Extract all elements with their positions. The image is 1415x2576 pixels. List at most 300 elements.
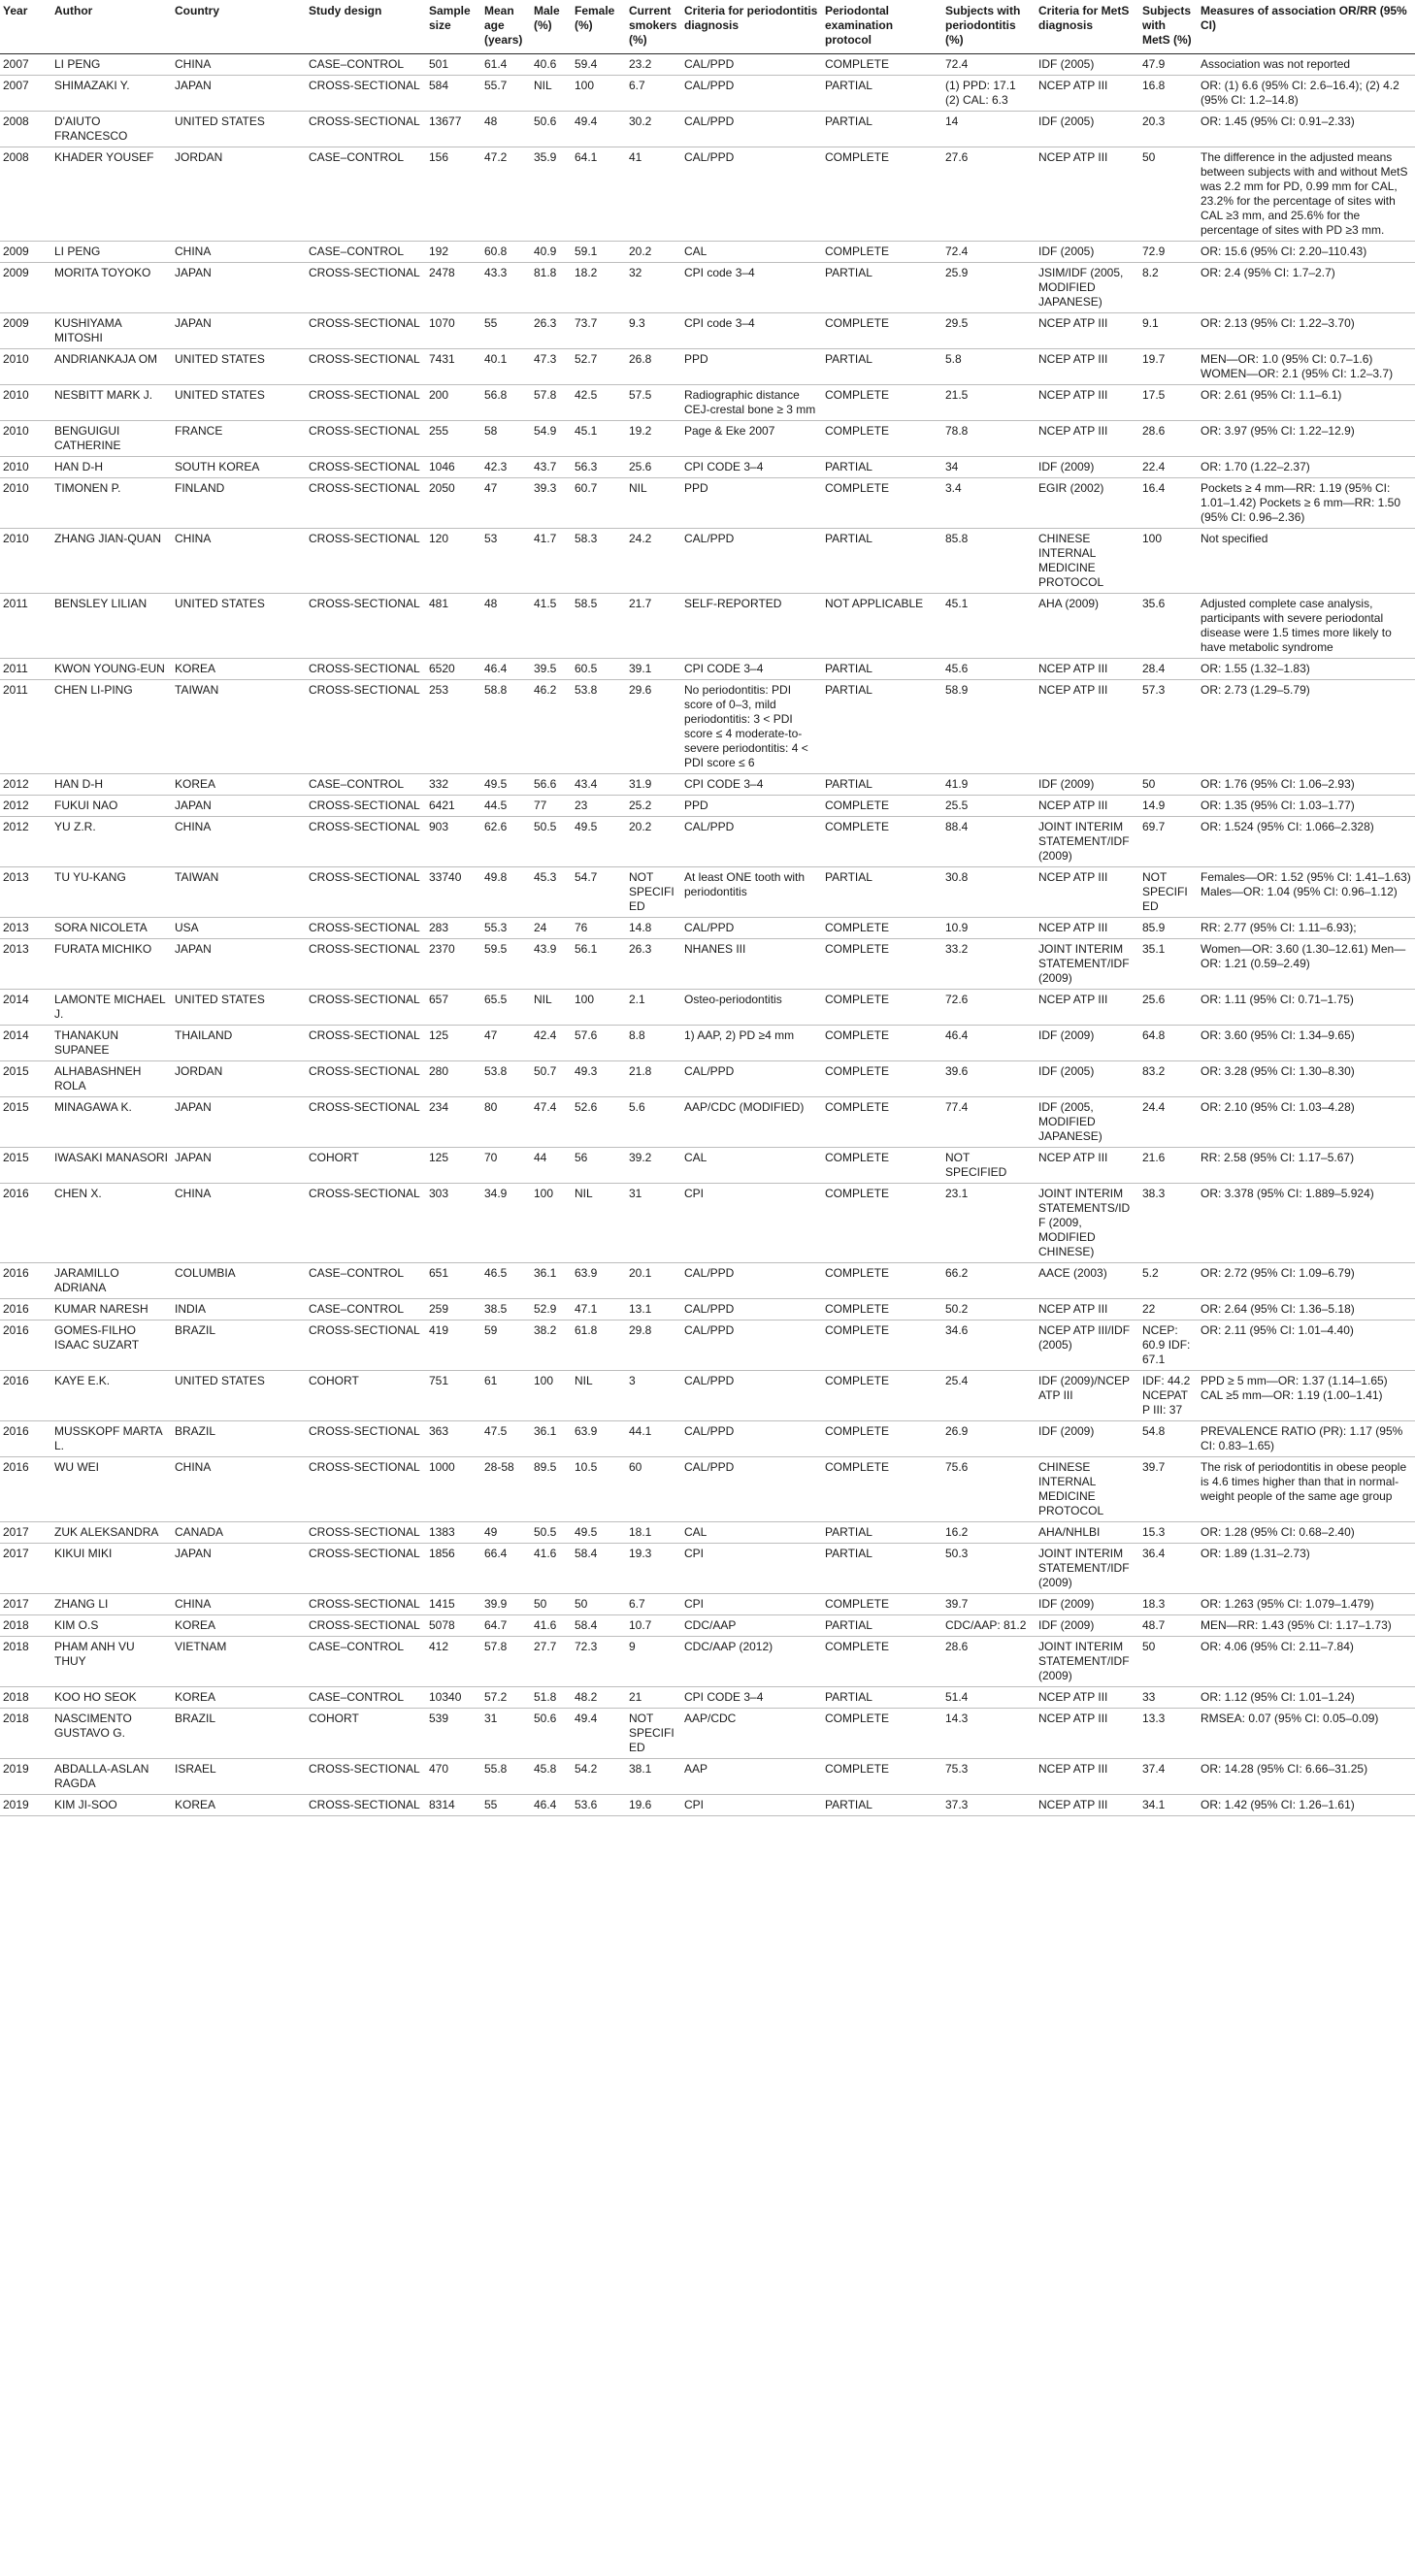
cell-exam-protocol: PARTIAL xyxy=(822,263,942,313)
cell-female-pct: 61.8 xyxy=(572,1321,626,1371)
cell-year: 2013 xyxy=(0,867,51,918)
column-header: Current smokers (%) xyxy=(626,0,681,54)
cell-male-pct: 50.6 xyxy=(531,112,572,147)
cell-study-design: CROSS-SECTIONAL xyxy=(306,796,426,817)
cell-periodontitis-subjects: 72.4 xyxy=(942,242,1036,263)
table-row xyxy=(0,1263,1415,1299)
cell-author: KIM O.S xyxy=(51,1615,172,1637)
table-row xyxy=(0,349,1415,385)
cell-periodontitis-criteria: CAL/PPD xyxy=(681,1321,822,1371)
cell-periodontitis-criteria: CPI code 3–4 xyxy=(681,263,822,313)
cell-female-pct: 48.2 xyxy=(572,1687,626,1709)
cell-country: JAPAN xyxy=(172,1544,306,1594)
cell-country: BRAZIL xyxy=(172,1709,306,1759)
cell-year: 2012 xyxy=(0,796,51,817)
cell-exam-protocol: COMPLETE xyxy=(822,1709,942,1759)
cell-male-pct: 56.6 xyxy=(531,774,572,796)
cell-exam-protocol: COMPLETE xyxy=(822,1371,942,1421)
table-row xyxy=(0,918,1415,939)
cell-study-design: CROSS-SECTIONAL xyxy=(306,1759,426,1795)
cell-periodontitis-criteria: CAL/PPD xyxy=(681,1299,822,1321)
cell-periodontitis-criteria: CPI xyxy=(681,1594,822,1615)
cell-association-measure: OR: 3.60 (95% CI: 1.34–9.65) xyxy=(1198,1026,1415,1061)
cell-mean-age: 42.3 xyxy=(481,457,531,478)
cell-periodontitis-criteria: Osteo-periodontitis xyxy=(681,990,822,1026)
cell-author: ALHABASHNEH ROLA xyxy=(51,1061,172,1097)
cell-mets-criteria: NCEP ATP III xyxy=(1036,1299,1139,1321)
cell-male-pct: 41.6 xyxy=(531,1615,572,1637)
table-row xyxy=(0,594,1415,659)
cell-country: CANADA xyxy=(172,1522,306,1544)
cell-mean-age: 48 xyxy=(481,594,531,659)
cell-female-pct: 56.3 xyxy=(572,457,626,478)
cell-mets-subjects: IDF: 44.2 NCEPATP III: 37 xyxy=(1139,1371,1198,1421)
cell-country: ISRAEL xyxy=(172,1759,306,1795)
cell-smokers-pct: 19.3 xyxy=(626,1544,681,1594)
cell-smokers-pct: 39.1 xyxy=(626,659,681,680)
cell-sample-size: 125 xyxy=(426,1026,481,1061)
cell-mets-subjects: 64.8 xyxy=(1139,1026,1198,1061)
table-row xyxy=(0,1299,1415,1321)
cell-author: MINAGAWA K. xyxy=(51,1097,172,1148)
cell-exam-protocol: COMPLETE xyxy=(822,1026,942,1061)
cell-author: TIMONEN P. xyxy=(51,478,172,529)
cell-smokers-pct: 21 xyxy=(626,1687,681,1709)
cell-mets-criteria: NCEP ATP III xyxy=(1036,421,1139,457)
cell-male-pct: 100 xyxy=(531,1184,572,1263)
table-row xyxy=(0,263,1415,313)
cell-mets-criteria: JOINT INTERIM STATEMENT/IDF (2009) xyxy=(1036,1637,1139,1687)
cell-exam-protocol: COMPLETE xyxy=(822,1637,942,1687)
cell-author: LI PENG xyxy=(51,242,172,263)
table-row xyxy=(0,680,1415,774)
cell-association-measure: OR: 1.89 (1.31–2.73) xyxy=(1198,1544,1415,1594)
cell-year: 2012 xyxy=(0,774,51,796)
cell-country: JAPAN xyxy=(172,1097,306,1148)
cell-sample-size: 657 xyxy=(426,990,481,1026)
cell-association-measure: OR: 1.42 (95% CI: 1.26–1.61) xyxy=(1198,1795,1415,1816)
cell-mean-age: 55 xyxy=(481,1795,531,1816)
cell-country: JAPAN xyxy=(172,1148,306,1184)
cell-female-pct: 58.5 xyxy=(572,594,626,659)
cell-sample-size: 1046 xyxy=(426,457,481,478)
column-header: Criteria for periodontitis diagnosis xyxy=(681,0,822,54)
cell-smokers-pct: 6.7 xyxy=(626,76,681,112)
cell-author: FURATA MICHIKO xyxy=(51,939,172,990)
cell-exam-protocol: PARTIAL xyxy=(822,1544,942,1594)
cell-exam-protocol: PARTIAL xyxy=(822,529,942,594)
cell-sample-size: 2050 xyxy=(426,478,481,529)
cell-exam-protocol: COMPLETE xyxy=(822,939,942,990)
cell-smokers-pct: NOT SPECIFIED xyxy=(626,867,681,918)
cell-female-pct: 52.7 xyxy=(572,349,626,385)
cell-female-pct: 47.1 xyxy=(572,1299,626,1321)
cell-periodontitis-subjects: 16.2 xyxy=(942,1522,1036,1544)
cell-periodontitis-subjects: 88.4 xyxy=(942,817,1036,867)
cell-female-pct: 73.7 xyxy=(572,313,626,349)
cell-association-measure: OR: 2.72 (95% CI: 1.09–6.79) xyxy=(1198,1263,1415,1299)
cell-study-design: CROSS-SECTIONAL xyxy=(306,313,426,349)
cell-country: CHINA xyxy=(172,1457,306,1522)
cell-association-measure: MEN—RR: 1.43 (95% CI: 1.17–1.73) xyxy=(1198,1615,1415,1637)
cell-mean-age: 44.5 xyxy=(481,796,531,817)
cell-periodontitis-subjects: 77.4 xyxy=(942,1097,1036,1148)
cell-sample-size: 156 xyxy=(426,147,481,242)
cell-sample-size: 10340 xyxy=(426,1687,481,1709)
cell-mets-subjects: 48.7 xyxy=(1139,1615,1198,1637)
cell-sample-size: 7431 xyxy=(426,349,481,385)
cell-association-measure: OR: 2.64 (95% CI: 1.36–5.18) xyxy=(1198,1299,1415,1321)
cell-mets-criteria: AHA/NHLBI xyxy=(1036,1522,1139,1544)
cell-author: KIKUI MIKI xyxy=(51,1544,172,1594)
cell-sample-size: 539 xyxy=(426,1709,481,1759)
cell-male-pct: 44 xyxy=(531,1148,572,1184)
cell-periodontitis-criteria: Radiographic distance CEJ-crestal bone ≥ 3 mm xyxy=(681,385,822,421)
cell-mets-subjects: 21.6 xyxy=(1139,1148,1198,1184)
cell-smokers-pct: 20.2 xyxy=(626,242,681,263)
cell-periodontitis-criteria: CAL/PPD xyxy=(681,1371,822,1421)
cell-exam-protocol: COMPLETE xyxy=(822,242,942,263)
cell-mets-criteria: NCEP ATP III xyxy=(1036,1148,1139,1184)
cell-exam-protocol: COMPLETE xyxy=(822,1457,942,1522)
cell-country: UNITED STATES xyxy=(172,385,306,421)
cell-study-design: CROSS-SECTIONAL xyxy=(306,263,426,313)
cell-periodontitis-criteria: CAL xyxy=(681,1148,822,1184)
cell-year: 2010 xyxy=(0,478,51,529)
cell-study-design: CROSS-SECTIONAL xyxy=(306,349,426,385)
table-row xyxy=(0,1637,1415,1687)
cell-association-measure: OR: 3.378 (95% CI: 1.889–5.924) xyxy=(1198,1184,1415,1263)
cell-mean-age: 53.8 xyxy=(481,1061,531,1097)
cell-author: KUMAR NARESH xyxy=(51,1299,172,1321)
cell-smokers-pct: 41 xyxy=(626,147,681,242)
cell-exam-protocol: PARTIAL xyxy=(822,76,942,112)
cell-year: 2016 xyxy=(0,1371,51,1421)
cell-mets-criteria: NCEP ATP III xyxy=(1036,680,1139,774)
cell-male-pct: 38.2 xyxy=(531,1321,572,1371)
cell-author: ABDALLA-ASLAN RAGDA xyxy=(51,1759,172,1795)
cell-country: JAPAN xyxy=(172,313,306,349)
cell-female-pct: 59.1 xyxy=(572,242,626,263)
cell-exam-protocol: PARTIAL xyxy=(822,112,942,147)
column-header: Criteria for MetS diagnosis xyxy=(1036,0,1139,54)
cell-mean-age: 49.8 xyxy=(481,867,531,918)
cell-author: YU Z.R. xyxy=(51,817,172,867)
cell-periodontitis-subjects: 37.3 xyxy=(942,1795,1036,1816)
cell-author: THANAKUN SUPANEE xyxy=(51,1026,172,1061)
cell-sample-size: 6520 xyxy=(426,659,481,680)
table-row xyxy=(0,659,1415,680)
cell-sample-size: 2478 xyxy=(426,263,481,313)
cell-sample-size: 470 xyxy=(426,1759,481,1795)
cell-mean-age: 62.6 xyxy=(481,817,531,867)
cell-female-pct: 18.2 xyxy=(572,263,626,313)
cell-year: 2014 xyxy=(0,990,51,1026)
cell-mets-criteria: NCEP ATP III xyxy=(1036,659,1139,680)
column-header: Country xyxy=(172,0,306,54)
cell-study-design: CROSS-SECTIONAL xyxy=(306,1615,426,1637)
cell-male-pct: NIL xyxy=(531,990,572,1026)
cell-sample-size: 751 xyxy=(426,1371,481,1421)
cell-year: 2008 xyxy=(0,147,51,242)
cell-study-design: CROSS-SECTIONAL xyxy=(306,1097,426,1148)
cell-year: 2018 xyxy=(0,1637,51,1687)
cell-exam-protocol: COMPLETE xyxy=(822,478,942,529)
cell-mets-subjects: 25.6 xyxy=(1139,990,1198,1026)
cell-exam-protocol: PARTIAL xyxy=(822,867,942,918)
cell-sample-size: 412 xyxy=(426,1637,481,1687)
cell-mets-subjects: 54.8 xyxy=(1139,1421,1198,1457)
cell-year: 2009 xyxy=(0,263,51,313)
cell-periodontitis-criteria: CAL/PPD xyxy=(681,76,822,112)
cell-mean-age: 70 xyxy=(481,1148,531,1184)
cell-female-pct: 49.5 xyxy=(572,1522,626,1544)
table-row xyxy=(0,796,1415,817)
cell-author: HAN D-H xyxy=(51,774,172,796)
cell-mean-age: 31 xyxy=(481,1709,531,1759)
cell-year: 2017 xyxy=(0,1594,51,1615)
cell-country: JAPAN xyxy=(172,796,306,817)
cell-sample-size: 125 xyxy=(426,1148,481,1184)
cell-year: 2016 xyxy=(0,1457,51,1522)
table-row xyxy=(0,421,1415,457)
table-row xyxy=(0,76,1415,112)
table-row xyxy=(0,1687,1415,1709)
table-row xyxy=(0,1148,1415,1184)
cell-exam-protocol: PARTIAL xyxy=(822,659,942,680)
cell-male-pct: 47.4 xyxy=(531,1097,572,1148)
cell-mets-criteria: IDF (2005) xyxy=(1036,1061,1139,1097)
cell-smokers-pct: 20.1 xyxy=(626,1263,681,1299)
cell-author: GOMES-FILHO ISAAC SUZART xyxy=(51,1321,172,1371)
cell-mets-criteria: IDF (2005) xyxy=(1036,242,1139,263)
cell-mets-criteria: NCEP ATP III xyxy=(1036,867,1139,918)
cell-periodontitis-criteria: CAL/PPD xyxy=(681,1457,822,1522)
table-row xyxy=(0,867,1415,918)
cell-author: MORITA TOYOKO xyxy=(51,263,172,313)
table-row xyxy=(0,478,1415,529)
cell-male-pct: 50.6 xyxy=(531,1709,572,1759)
cell-periodontitis-subjects: 45.6 xyxy=(942,659,1036,680)
cell-exam-protocol: COMPLETE xyxy=(822,1097,942,1148)
cell-smokers-pct: 18.1 xyxy=(626,1522,681,1544)
cell-study-design: CROSS-SECTIONAL xyxy=(306,1421,426,1457)
cell-male-pct: 50 xyxy=(531,1594,572,1615)
cell-male-pct: 40.6 xyxy=(531,54,572,76)
cell-country: BRAZIL xyxy=(172,1421,306,1457)
cell-female-pct: 49.3 xyxy=(572,1061,626,1097)
cell-country: BRAZIL xyxy=(172,1321,306,1371)
cell-periodontitis-criteria: CPI code 3–4 xyxy=(681,313,822,349)
cell-mets-subjects: 38.3 xyxy=(1139,1184,1198,1263)
cell-smokers-pct: 3 xyxy=(626,1371,681,1421)
cell-mean-age: 39.9 xyxy=(481,1594,531,1615)
cell-smokers-pct: 10.7 xyxy=(626,1615,681,1637)
cell-mets-subjects: 37.4 xyxy=(1139,1759,1198,1795)
cell-female-pct: 58.4 xyxy=(572,1615,626,1637)
cell-exam-protocol: COMPLETE xyxy=(822,147,942,242)
cell-study-design: COHORT xyxy=(306,1371,426,1421)
table-row xyxy=(0,1522,1415,1544)
cell-mets-subjects: 57.3 xyxy=(1139,680,1198,774)
cell-study-design: CASE–CONTROL xyxy=(306,1263,426,1299)
cell-mets-subjects: 35.6 xyxy=(1139,594,1198,659)
cell-year: 2016 xyxy=(0,1321,51,1371)
cell-periodontitis-subjects: 39.7 xyxy=(942,1594,1036,1615)
cell-mean-age: 49 xyxy=(481,1522,531,1544)
cell-country: CHINA xyxy=(172,242,306,263)
cell-association-measure: OR: (1) 6.6 (95% CI: 2.6–16.4); (2) 4.2 (95% CI: 1.2–14.8) xyxy=(1198,76,1415,112)
cell-male-pct: 54.9 xyxy=(531,421,572,457)
cell-study-design: CROSS-SECTIONAL xyxy=(306,918,426,939)
cell-association-measure: OR: 2.73 (1.29–5.79) xyxy=(1198,680,1415,774)
cell-female-pct: 54.2 xyxy=(572,1759,626,1795)
cell-sample-size: 13677 xyxy=(426,112,481,147)
cell-study-design: CROSS-SECTIONAL xyxy=(306,112,426,147)
cell-smokers-pct: 19.6 xyxy=(626,1795,681,1816)
cell-periodontitis-criteria: CPI xyxy=(681,1184,822,1263)
table-row xyxy=(0,1061,1415,1097)
column-header: Subjects with periodontitis (%) xyxy=(942,0,1036,54)
cell-sample-size: 8314 xyxy=(426,1795,481,1816)
cell-mets-criteria: AACE (2003) xyxy=(1036,1263,1139,1299)
cell-periodontitis-subjects: 51.4 xyxy=(942,1687,1036,1709)
cell-periodontitis-subjects: 39.6 xyxy=(942,1061,1036,1097)
cell-exam-protocol: COMPLETE xyxy=(822,54,942,76)
cell-association-measure: OR: 1.524 (95% CI: 1.066–2.328) xyxy=(1198,817,1415,867)
cell-periodontitis-criteria: CAL/PPD xyxy=(681,147,822,242)
cell-periodontitis-subjects: (1) PPD: 17.1 (2) CAL: 6.3 xyxy=(942,76,1036,112)
cell-exam-protocol: PARTIAL xyxy=(822,1795,942,1816)
cell-male-pct: 43.7 xyxy=(531,457,572,478)
cell-country: UNITED STATES xyxy=(172,112,306,147)
column-header: Sample size xyxy=(426,0,481,54)
cell-female-pct: 10.5 xyxy=(572,1457,626,1522)
cell-sample-size: 120 xyxy=(426,529,481,594)
cell-sample-size: 651 xyxy=(426,1263,481,1299)
cell-sample-size: 303 xyxy=(426,1184,481,1263)
cell-female-pct: 100 xyxy=(572,990,626,1026)
cell-year: 2015 xyxy=(0,1061,51,1097)
cell-smokers-pct: 13.1 xyxy=(626,1299,681,1321)
cell-exam-protocol: PARTIAL xyxy=(822,1615,942,1637)
cell-association-measure: PPD ≥ 5 mm—OR: 1.37 (1.14–1.65) CAL ≥5 mm—OR: 1.19 (1.00–1.41) xyxy=(1198,1371,1415,1421)
table-row xyxy=(0,817,1415,867)
cell-smokers-pct: 26.3 xyxy=(626,939,681,990)
cell-smokers-pct: 25.6 xyxy=(626,457,681,478)
cell-study-design: CROSS-SECTIONAL xyxy=(306,867,426,918)
cell-country: CHINA xyxy=(172,817,306,867)
cell-sample-size: 584 xyxy=(426,76,481,112)
cell-periodontitis-subjects: 23.1 xyxy=(942,1184,1036,1263)
table-row xyxy=(0,385,1415,421)
cell-male-pct: 36.1 xyxy=(531,1421,572,1457)
cell-mets-criteria: NCEP ATP III xyxy=(1036,1795,1139,1816)
cell-association-measure: OR: 1.76 (95% CI: 1.06–2.93) xyxy=(1198,774,1415,796)
cell-author: KIM JI-SOO xyxy=(51,1795,172,1816)
cell-mean-age: 66.4 xyxy=(481,1544,531,1594)
cell-mean-age: 65.5 xyxy=(481,990,531,1026)
cell-female-pct: 50 xyxy=(572,1594,626,1615)
cell-sample-size: 6421 xyxy=(426,796,481,817)
cell-mets-subjects: NOT SPECIFIED xyxy=(1139,867,1198,918)
cell-mean-age: 59 xyxy=(481,1321,531,1371)
cell-association-measure: RR: 2.77 (95% CI: 1.11–6.93); xyxy=(1198,918,1415,939)
cell-study-design: CROSS-SECTIONAL xyxy=(306,457,426,478)
cell-smokers-pct: 39.2 xyxy=(626,1148,681,1184)
cell-female-pct: 57.6 xyxy=(572,1026,626,1061)
cell-country: KOREA xyxy=(172,1615,306,1637)
cell-periodontitis-subjects: 33.2 xyxy=(942,939,1036,990)
cell-mean-age: 53 xyxy=(481,529,531,594)
column-header: Periodontal examination protocol xyxy=(822,0,942,54)
cell-periodontitis-subjects: NOT SPECIFIED xyxy=(942,1148,1036,1184)
cell-author: D'AIUTO FRANCESCO xyxy=(51,112,172,147)
cell-periodontitis-subjects: 66.2 xyxy=(942,1263,1036,1299)
column-header: Female (%) xyxy=(572,0,626,54)
cell-year: 2007 xyxy=(0,54,51,76)
cell-smokers-pct: 32 xyxy=(626,263,681,313)
cell-periodontitis-criteria: CAL xyxy=(681,242,822,263)
cell-association-measure: Females—OR: 1.52 (95% CI: 1.41–1.63) Males—OR: 1.04 (95% CI: 0.96–1.12) xyxy=(1198,867,1415,918)
cell-mets-subjects: NCEP: 60.9 IDF: 67.1 xyxy=(1139,1321,1198,1371)
cell-mean-age: 28-58 xyxy=(481,1457,531,1522)
cell-mets-criteria: AHA (2009) xyxy=(1036,594,1139,659)
cell-smokers-pct: 38.1 xyxy=(626,1759,681,1795)
cell-author: SHIMAZAKI Y. xyxy=(51,76,172,112)
cell-periodontitis-criteria: PPD xyxy=(681,796,822,817)
cell-periodontitis-subjects: 34 xyxy=(942,457,1036,478)
cell-male-pct: 81.8 xyxy=(531,263,572,313)
cell-periodontitis-subjects: 85.8 xyxy=(942,529,1036,594)
cell-study-design: CROSS-SECTIONAL xyxy=(306,1026,426,1061)
cell-mean-age: 57.8 xyxy=(481,1637,531,1687)
cell-mets-criteria: NCEP ATP III xyxy=(1036,1709,1139,1759)
cell-study-design: CROSS-SECTIONAL xyxy=(306,1522,426,1544)
cell-exam-protocol: COMPLETE xyxy=(822,1299,942,1321)
cell-male-pct: 40.9 xyxy=(531,242,572,263)
column-header: Mean age (years) xyxy=(481,0,531,54)
cell-year: 2018 xyxy=(0,1687,51,1709)
cell-smokers-pct: 29.6 xyxy=(626,680,681,774)
cell-study-design: CASE–CONTROL xyxy=(306,1299,426,1321)
cell-periodontitis-criteria: At least ONE tooth with periodontitis xyxy=(681,867,822,918)
cell-female-pct: 60.7 xyxy=(572,478,626,529)
column-header: Author xyxy=(51,0,172,54)
cell-mets-subjects: 50 xyxy=(1139,147,1198,242)
cell-female-pct: 45.1 xyxy=(572,421,626,457)
cell-sample-size: 419 xyxy=(426,1321,481,1371)
cell-exam-protocol: COMPLETE xyxy=(822,313,942,349)
cell-sample-size: 1000 xyxy=(426,1457,481,1522)
cell-country: CHINA xyxy=(172,54,306,76)
cell-author: ANDRIANKAJA OM xyxy=(51,349,172,385)
cell-author: JARAMILLO ADRIANA xyxy=(51,1263,172,1299)
cell-study-design: CROSS-SECTIONAL xyxy=(306,76,426,112)
cell-mets-subjects: 85.9 xyxy=(1139,918,1198,939)
cell-sample-size: 5078 xyxy=(426,1615,481,1637)
cell-country: THAILAND xyxy=(172,1026,306,1061)
cell-mean-age: 40.1 xyxy=(481,349,531,385)
cell-male-pct: 89.5 xyxy=(531,1457,572,1522)
table-row xyxy=(0,774,1415,796)
cell-mets-subjects: 5.2 xyxy=(1139,1263,1198,1299)
cell-sample-size: 1415 xyxy=(426,1594,481,1615)
cell-periodontitis-criteria: CAL/PPD xyxy=(681,529,822,594)
cell-sample-size: 1856 xyxy=(426,1544,481,1594)
cell-year: 2010 xyxy=(0,529,51,594)
cell-exam-protocol: COMPLETE xyxy=(822,1759,942,1795)
